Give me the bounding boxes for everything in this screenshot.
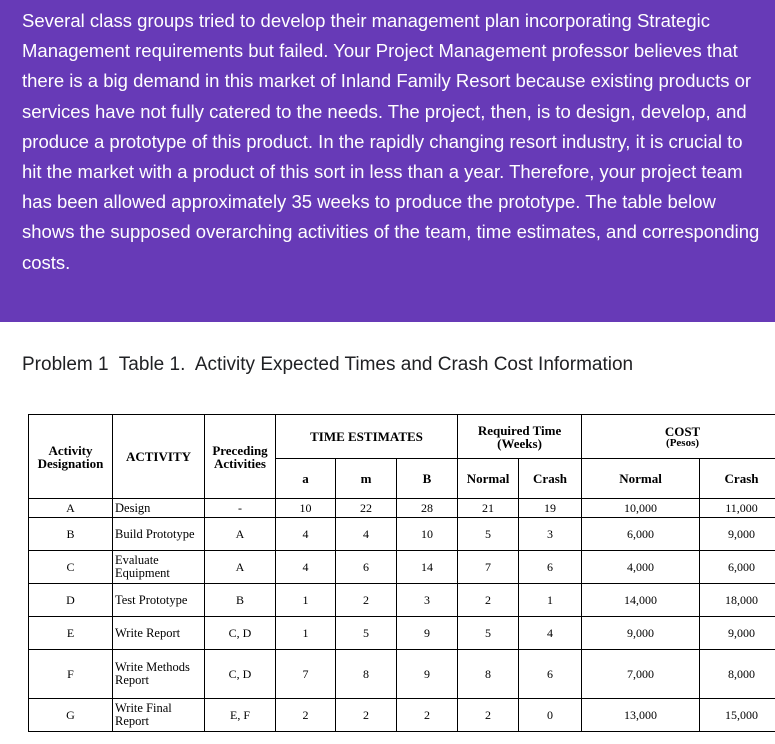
designation-header: [29, 415, 113, 499]
b-header: B: [397, 459, 458, 499]
a-cell: 7: [276, 650, 336, 699]
m-cell: 2: [336, 584, 397, 617]
designation-cell: A: [29, 499, 113, 518]
m-cell: 22: [336, 499, 397, 518]
designation-header-line2: Designation: [37, 455, 104, 471]
m-cell: 2: [336, 699, 397, 732]
normal-cost-cell: 6,000: [582, 518, 700, 551]
b-cell: 28: [397, 499, 458, 518]
a-cell: 2: [276, 699, 336, 732]
a-cell: 10: [276, 499, 336, 518]
crash-cost-cell: 11,000: [700, 499, 775, 518]
table-row: [29, 499, 775, 518]
required-normal-header: Normal: [458, 459, 519, 499]
normal-cost-cell: 14,000: [582, 584, 700, 617]
a-cell: 1: [276, 584, 336, 617]
preceding-cell: B: [205, 584, 276, 617]
activity-cell: Build Prototype: [113, 518, 205, 551]
preceding-cell: C, D: [205, 650, 276, 699]
activity-header: ACTIVITY: [113, 415, 205, 499]
activity-cell: Evaluate Equipment: [113, 551, 205, 584]
designation-cell: D: [29, 584, 113, 617]
activity-cell: Test Prototype: [113, 584, 205, 617]
crash-cost-cell: 18,000: [700, 584, 775, 617]
b-cell: 9: [397, 650, 458, 699]
normal-time-cell: 2: [458, 699, 519, 732]
normal-time-cell: 8: [458, 650, 519, 699]
normal-time-cell: 7: [458, 551, 519, 584]
preceding-cell: A: [205, 518, 276, 551]
b-cell: 9: [397, 617, 458, 650]
crash-cost-cell: 9,000: [700, 617, 775, 650]
a-cell: 4: [276, 518, 336, 551]
cost-normal-header: Normal: [582, 459, 700, 499]
designation-header-line1: Activity: [48, 442, 93, 458]
activity-table: [28, 414, 775, 732]
activity-cell: Design: [113, 499, 205, 518]
required-time-header-line2: (Weeks): [497, 435, 542, 451]
b-cell: 14: [397, 551, 458, 584]
preceding-cell: A: [205, 551, 276, 584]
required-time-header: [458, 415, 582, 459]
description-banner: [0, 0, 775, 322]
m-cell: 4: [336, 518, 397, 551]
required-crash-header: Crash: [519, 459, 582, 499]
crash-time-cell: 0: [519, 699, 582, 732]
normal-cost-cell: 7,000: [582, 650, 700, 699]
normal-cost-cell: 9,000: [582, 617, 700, 650]
table-row: [29, 650, 775, 699]
crash-cost-cell: 15,000: [700, 699, 775, 732]
crash-time-cell: 19: [519, 499, 582, 518]
b-cell: 10: [397, 518, 458, 551]
crash-cost-cell: 9,000: [700, 518, 775, 551]
table-row: [29, 518, 775, 551]
designation-cell: C: [29, 551, 113, 584]
table-caption: Problem 1 Table 1. Activity Expected Times and Crash Cost Information: [22, 354, 634, 375]
crash-time-cell: 6: [519, 551, 582, 584]
activity-cell: Write Methods Report: [113, 650, 205, 699]
b-cell: 2: [397, 699, 458, 732]
activity-cell: Write Final Report: [113, 699, 205, 732]
preceding-cell: C, D: [205, 617, 276, 650]
crash-cost-cell: 6,000: [700, 551, 775, 584]
m-cell: 8: [336, 650, 397, 699]
crash-time-cell: 4: [519, 617, 582, 650]
cost-header-line2: (Pesos): [666, 436, 700, 449]
normal-time-cell: 5: [458, 518, 519, 551]
m-cell: 6: [336, 551, 397, 584]
table-row: [29, 617, 775, 650]
designation-cell: G: [29, 699, 113, 732]
crash-time-cell: 6: [519, 650, 582, 699]
preceding-cell: E, F: [205, 699, 276, 732]
crash-cost-cell: 8,000: [700, 650, 775, 699]
designation-cell: F: [29, 650, 113, 699]
cost-header: [582, 415, 775, 459]
time-estimates-header: TIME ESTIMATES: [276, 415, 458, 459]
normal-time-cell: 2: [458, 584, 519, 617]
cost-crash-header: Crash: [700, 459, 775, 499]
cost-header-line1: COST: [664, 423, 701, 439]
required-time-header-line1: Required Time: [477, 422, 562, 438]
normal-time-cell: 21: [458, 499, 519, 518]
table-row: [29, 699, 775, 732]
crash-time-cell: 1: [519, 584, 582, 617]
normal-cost-cell: 10,000: [582, 499, 700, 518]
normal-cost-cell: 13,000: [582, 699, 700, 732]
a-header: a: [276, 459, 336, 499]
b-cell: 3: [397, 584, 458, 617]
table-row: [29, 551, 775, 584]
preceding-header: [205, 415, 276, 499]
preceding-cell: -: [205, 499, 276, 518]
problem-description: Several class groups tried to develop their management plan incorporating Strategic Management requirements but failed. Your Project Management professor believes that there is a big demand in this market of Inland Family Resort because existing products or services have not fully catered to the needs. The project, then, is to design, develop, and produce a prototype of this product. In the rapidly changing resort industry, it is crucial to hit the market with a product of this sort in less than a year. Therefore, your project team has been allowed approximately 35 weeks to produce the prototype. The table below shows the supposed overarching activities of the team, time estimates, and corresponding costs.: [22, 10, 760, 273]
designation-cell: B: [29, 518, 113, 551]
crash-time-cell: 3: [519, 518, 582, 551]
activity-cell: Write Report: [113, 617, 205, 650]
preceding-header-line2: Activities: [214, 455, 266, 471]
normal-cost-cell: 4,000: [582, 551, 700, 584]
normal-time-cell: 5: [458, 617, 519, 650]
m-header: m: [336, 459, 397, 499]
designation-cell: E: [29, 617, 113, 650]
a-cell: 1: [276, 617, 336, 650]
preceding-header-line1: Preceding: [212, 442, 268, 458]
a-cell: 4: [276, 551, 336, 584]
m-cell: 5: [336, 617, 397, 650]
table-row: [29, 584, 775, 617]
